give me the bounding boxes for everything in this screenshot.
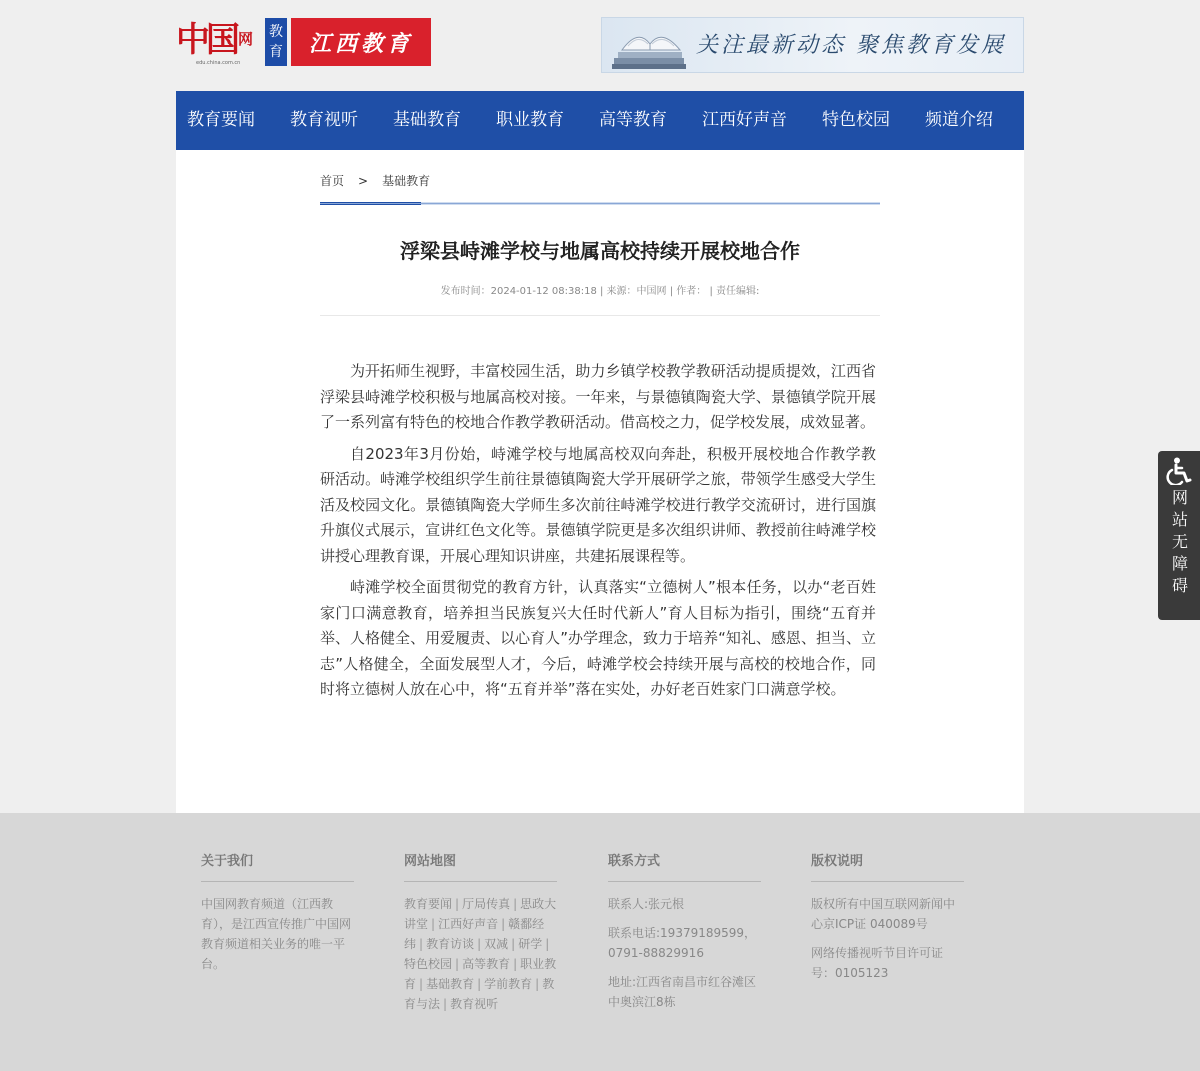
accessibility-button[interactable] bbox=[1158, 451, 1200, 620]
footer-copyright-line1: 版权所有中国互联网新闻中心京ICP证 040089号 bbox=[811, 897, 956, 931]
footer-sitemap-link[interactable]: 学前教育 bbox=[484, 977, 533, 991]
article-container bbox=[176, 150, 1024, 813]
link-separator: | bbox=[545, 937, 550, 951]
link-separator: | bbox=[513, 957, 518, 971]
footer-contact bbox=[608, 850, 761, 1012]
footer-sitemap-link[interactable]: 基础教育 bbox=[426, 977, 475, 991]
header-banner bbox=[601, 17, 1024, 73]
footer-sitemap-link[interactable]: 赣鄱经纬 bbox=[404, 917, 545, 951]
footer-sitemap bbox=[404, 850, 557, 1014]
logo-url-text: edu.china.com.cn bbox=[196, 60, 241, 66]
footer-sitemap-link[interactable]: 教育与法 bbox=[404, 977, 555, 1011]
link-separator: | bbox=[477, 937, 482, 951]
footer-sitemap-link[interactable]: 教育访谈 bbox=[426, 937, 475, 951]
footer-about-text: 中国网教育频道（江西教育），是江西宣传推广中国网教育频道相关业务的唯一平台。 bbox=[201, 897, 352, 971]
nav-item-channel-intro[interactable]: 频道介绍 bbox=[925, 110, 993, 130]
footer-about-heading: 关于我们 bbox=[201, 850, 354, 882]
site-footer bbox=[0, 813, 1200, 1071]
footer-sitemap-heading: 网站地图 bbox=[404, 850, 557, 882]
footer-sitemap-link[interactable]: 厅局传真 bbox=[462, 897, 511, 911]
footer-sitemap-link[interactable]: 职业教育 bbox=[404, 957, 557, 991]
link-separator: | bbox=[431, 917, 436, 931]
footer-sitemap-link[interactable]: 教育视听 bbox=[450, 997, 499, 1011]
footer-sitemap-link[interactable]: 双减 bbox=[484, 937, 509, 951]
article-meta: 发布时间：2024-01-12 08:38:18 | 来源：中国网 | 作者： | 责任编辑: bbox=[440, 286, 760, 297]
breadcrumb-separator: > bbox=[358, 174, 369, 188]
jiangxi-education-logo[interactable]: 江西教育 bbox=[291, 18, 431, 66]
footer-contact-person: 联系人:张元根 bbox=[608, 897, 685, 911]
link-separator: | bbox=[501, 917, 506, 931]
footer-sitemap-links bbox=[404, 894, 557, 1014]
breadcrumb-home[interactable]: 首页 bbox=[320, 174, 345, 188]
footer-contact-heading: 联系方式 bbox=[608, 850, 761, 882]
article-body bbox=[320, 359, 876, 709]
breadcrumb-divider bbox=[320, 202, 880, 205]
link-separator: | bbox=[511, 937, 516, 951]
nav-item-higher-education[interactable]: 高等教育 bbox=[599, 110, 667, 130]
accessibility-icon bbox=[1166, 457, 1192, 485]
footer-copyright-line2: 网络传播视听节目许可证号：0105123 bbox=[811, 946, 944, 980]
accessibility-label: 网站无障碍 bbox=[1169, 489, 1189, 599]
link-separator: | bbox=[455, 897, 460, 911]
footer-contact-phone: 联系电话:19379189599，0791-88829916 bbox=[608, 926, 757, 960]
footer-sitemap-link[interactable]: 江西好声音 bbox=[438, 917, 499, 931]
article-paragraph: 为开拓师生视野，丰富校园生活，助力乡镇学校教学教研活动提质提效，江西省浮梁县峙滩学校积极与地属高校对接。一年来，与景德镇陶瓷大学、景德镇学院开展了一系列富有特色的校地合作教学教研活动。借高校之力，促学校发展，成效显著。 bbox=[320, 362, 876, 431]
logo-main-text: 中国 bbox=[176, 20, 236, 60]
link-separator: | bbox=[419, 977, 424, 991]
nav-item-news[interactable]: 教育要闻 bbox=[187, 110, 255, 130]
footer-contact-address: 地址:江西省南昌市红谷滩区中奥滨江8栋 bbox=[608, 975, 757, 1009]
footer-about bbox=[201, 850, 354, 974]
footer-sitemap-link[interactable]: 教育要闻 bbox=[404, 897, 453, 911]
edu-channel-logo[interactable]: 教育 bbox=[265, 18, 287, 66]
main-nav bbox=[176, 91, 1024, 150]
footer-copyright bbox=[811, 850, 964, 983]
link-separator: | bbox=[535, 977, 540, 991]
logo-wang-text: 网 bbox=[238, 30, 254, 48]
nav-item-featured-campus[interactable]: 特色校园 bbox=[822, 110, 890, 130]
article-paragraph: 自2023年3月份始，峙滩学校与地属高校双向奔赴，积极开展校地合作教学教研活动。峙滩学校组织学生前往景德镇陶瓷大学开展研学之旅，带领学生感受大学生活及校园文化。景德镇陶瓷大学师生多次前往峙滩学校进行教学交流研讨，进行国旗升旗仪式展示，宣讲红色文化等。景德镇学院更是多次组织讲师、教授前往峙滩学校讲授心理教育课，开展心理知识讲座，共建拓展课程等。 bbox=[320, 444, 876, 565]
footer-sitemap-link[interactable]: 研学 bbox=[518, 937, 543, 951]
china-net-logo[interactable] bbox=[176, 18, 262, 66]
footer-sitemap-link[interactable]: 思政大讲堂 bbox=[404, 897, 557, 931]
breadcrumb bbox=[320, 172, 430, 189]
banner-slogan: 关注最新动态 聚焦教育发展 bbox=[696, 33, 1006, 58]
books-icon bbox=[608, 20, 692, 72]
footer-sitemap-link[interactable]: 高等教育 bbox=[462, 957, 511, 971]
breadcrumb-current[interactable]: 基础教育 bbox=[382, 174, 431, 188]
link-separator: | bbox=[513, 897, 518, 911]
footer-copyright-heading: 版权说明 bbox=[811, 850, 964, 882]
footer-sitemap-link[interactable]: 特色校园 bbox=[404, 957, 453, 971]
nav-item-media[interactable]: 教育视听 bbox=[290, 110, 358, 130]
link-separator: | bbox=[443, 997, 448, 1011]
link-separator: | bbox=[455, 957, 460, 971]
nav-item-basic-education[interactable]: 基础教育 bbox=[393, 110, 461, 130]
nav-item-vocational-education[interactable]: 职业教育 bbox=[496, 110, 564, 130]
article-paragraph: 峙滩学校全面贯彻党的教育方针，认真落实“立德树人”根本任务，以办“老百姓家门口满意教育，培养担当民族复兴大任时代新人”育人目标为指引，围绕“五育并举、人格健全、用爱履责、以心育人”办学理念，致力于培养“知礼、感恩、担当、立志”人格健全，全面发展型人才，今后，峙滩学校会持续开展与高校的校地合作，同时将立德树人放在心中，将“五育并举”落在实处，办好老百姓家门口满意学校。 bbox=[320, 578, 876, 698]
link-separator: | bbox=[419, 937, 424, 951]
nav-item-jiangxi-voice[interactable]: 江西好声音 bbox=[702, 110, 787, 130]
meta-divider bbox=[320, 315, 880, 316]
site-header bbox=[176, 0, 1024, 91]
link-separator: | bbox=[477, 977, 482, 991]
article-title: 浮梁县峙滩学校与地属高校持续开展校地合作 bbox=[400, 239, 800, 263]
